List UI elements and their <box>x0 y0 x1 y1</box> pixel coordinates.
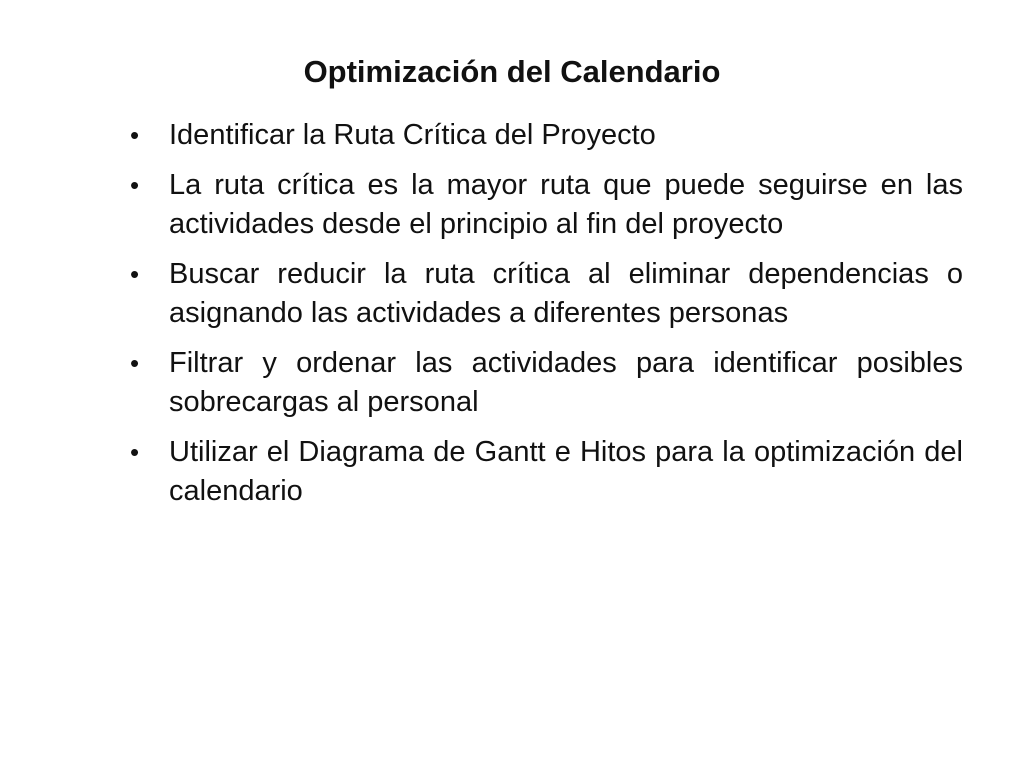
bullet-icon: • <box>130 437 140 467</box>
bullet-icon: • <box>130 170 140 200</box>
bullet-list <box>128 116 963 522</box>
bullet-item <box>128 166 963 244</box>
bullet-icon: • <box>130 259 140 289</box>
bullet-item <box>128 255 963 333</box>
bullet-text: Utilizar el Diagrama de Gantt e Hitos para la optimización del calendario <box>169 436 963 507</box>
bullet-text: Filtrar y ordenar las actividades para identificar posibles sobrecargas al personal <box>169 347 963 418</box>
bullet-text: Identificar la Ruta Crítica del Proyecto <box>169 119 656 151</box>
bullet-icon: • <box>130 348 140 378</box>
bullet-icon: • <box>130 120 140 150</box>
bullet-text: La ruta crítica es la mayor ruta que puede seguirse en las actividades desde el principio al fin del proyecto <box>169 169 963 240</box>
bullet-item <box>128 344 963 422</box>
bullet-item <box>128 116 963 155</box>
bullet-text: Buscar reducir la ruta crítica al eliminar dependencias o asignando las actividades a diferentes personas <box>169 258 963 329</box>
slide-title: Optimización del Calendario <box>303 54 721 89</box>
bullet-item <box>128 433 963 511</box>
